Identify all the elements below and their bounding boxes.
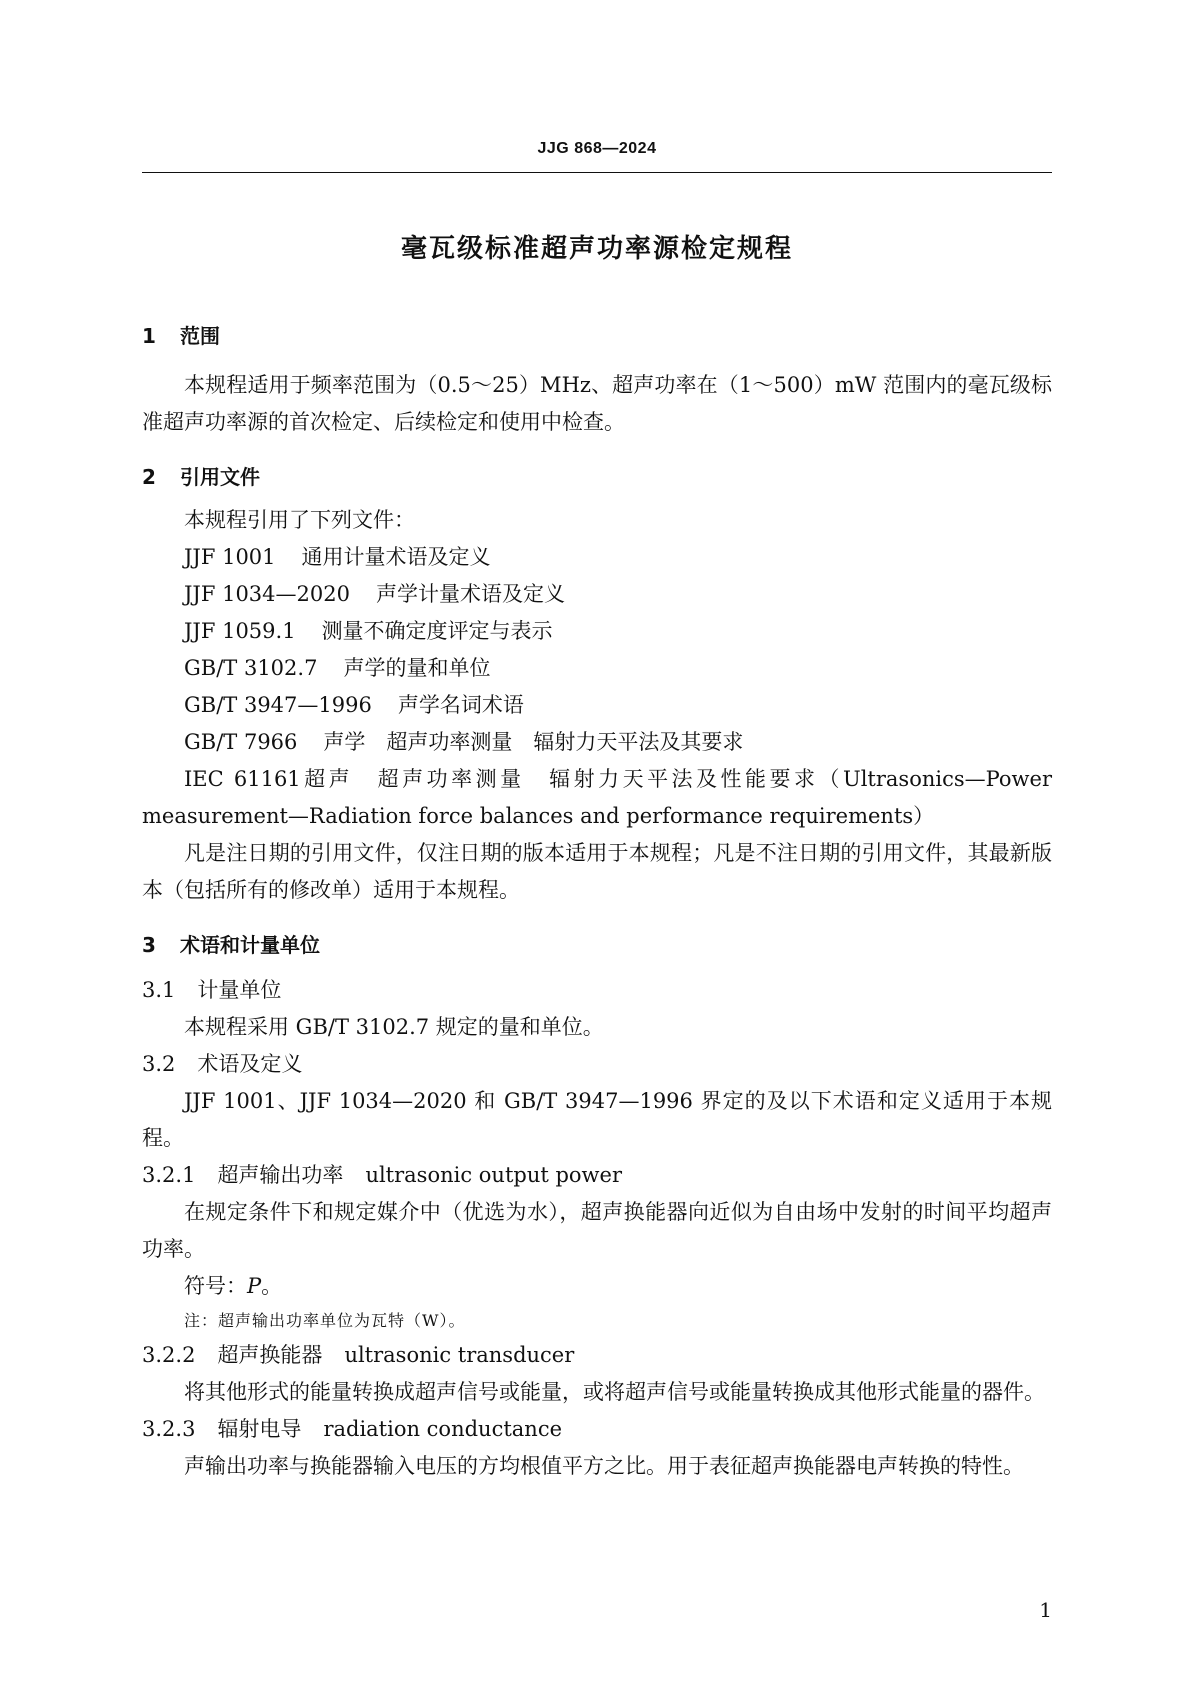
term-3-2-3-heading <box>142 1411 1052 1448</box>
term-3-2-2-heading <box>142 1337 1052 1374</box>
reference-item <box>142 539 1052 576</box>
reference-code: GB/T 7966 <box>184 730 298 754</box>
reference-code: JJF 1034—2020 <box>184 582 350 606</box>
reference-item <box>142 761 1052 835</box>
subsection-number: 3.2 <box>142 1052 176 1076</box>
term-english: ultrasonic output power <box>365 1163 622 1187</box>
subsection-3-2-heading <box>142 1046 1052 1083</box>
subsection-3-1-text: 本规程采用 GB/T 3102.7 规定的量和单位。 <box>184 1015 604 1039</box>
section-number: 2 <box>142 465 156 489</box>
references-intro: 本规程引用了下列文件： <box>184 508 415 532</box>
reference-title: 通用计量术语及定义 <box>301 545 491 569</box>
term-title: 超声输出功率 <box>217 1163 344 1187</box>
term-3-2-1-symbol <box>142 1268 1052 1305</box>
term-english: radiation conductance <box>323 1417 563 1441</box>
reference-code: GB/T 3102.7 <box>184 656 318 680</box>
reference-title: 声学名词术语 <box>397 693 524 717</box>
term-3-2-3-definition: 声输出功率与换能器输入电压的方均根值平方之比。用于表征超声换能器电声转换的特性。 <box>184 1454 1024 1478</box>
section-title: 范围 <box>180 324 220 348</box>
reference-code: JJF 1001 <box>184 545 276 569</box>
section-3-heading <box>142 927 1052 964</box>
reference-code: GB/T 3947—1996 <box>184 693 372 717</box>
standard-code-header: JJG 868—2024 <box>537 140 657 157</box>
term-title: 辐射电导 <box>217 1417 302 1441</box>
term-3-2-1-heading <box>142 1157 1052 1194</box>
term-3-2-2-definition: 将其他形式的能量转换成超声信号或能量，或将超声信号或能量转换成其他形式能量的器件。 <box>184 1380 1045 1404</box>
term-number: 3.2.2 <box>142 1343 196 1367</box>
symbol-end: 。 <box>261 1274 283 1298</box>
document-title: 毫瓦级标准超声功率源检定规程 <box>400 234 793 264</box>
term-3-2-1-note: 注：超声输出功率单位为瓦特（W）。 <box>184 1311 466 1330</box>
reference-item <box>142 576 1052 613</box>
reference-title: 声学 超声功率测量 辐射力天平法及其要求 <box>323 730 744 754</box>
term-3-2-1-definition: 在规定条件下和规定媒介中（优选为水），超声换能器向近似为自由场中发射的时间平均超声功率。 <box>142 1200 1052 1261</box>
document-body <box>142 318 1052 1485</box>
header-rule <box>142 172 1052 173</box>
term-number: 3.2.3 <box>142 1417 196 1441</box>
reference-title: 超声 超声功率测量 辐射力天平法及性能要求（Ultrasonics—Power measurement—Radiation force balances and performance requirements） <box>142 767 1052 828</box>
reference-code: IEC 61161 <box>184 767 301 791</box>
subsection-3-1-heading <box>142 972 1052 1009</box>
subsection-title: 术语及定义 <box>197 1052 303 1076</box>
subsection-3-2-text: JJF 1001、JJF 1034—2020 和 GB/T 3947—1996 界定的及以下术语和定义适用于本规程。 <box>142 1089 1052 1150</box>
reference-item <box>142 724 1052 761</box>
reference-item <box>142 613 1052 650</box>
page-number: 1 <box>1039 1598 1052 1622</box>
section-number: 3 <box>142 933 156 957</box>
reference-title: 声学计量术语及定义 <box>375 582 565 606</box>
term-number: 3.2.1 <box>142 1163 196 1187</box>
section-2-heading <box>142 459 1052 496</box>
subsection-title: 计量单位 <box>197 978 282 1002</box>
section-number: 1 <box>142 324 156 348</box>
scope-paragraph: 本规程适用于频率范围为（0.5～25）MHz、超声功率在（1～500）mW 范围内的毫瓦级标准超声功率源的首次检定、后续检定和使用中检查。 <box>142 373 1052 434</box>
reference-title: 测量不确定度评定与表示 <box>321 619 553 643</box>
reference-title: 声学的量和单位 <box>343 656 491 680</box>
term-english: ultrasonic transducer <box>344 1343 575 1367</box>
reference-item <box>142 650 1052 687</box>
subsection-number: 3.1 <box>142 978 176 1002</box>
section-title: 引用文件 <box>180 465 260 489</box>
reference-code: JJF 1059.1 <box>184 619 296 643</box>
section-1-heading <box>142 318 1052 355</box>
term-title: 超声换能器 <box>217 1343 323 1367</box>
symbol-value: P <box>247 1274 262 1298</box>
symbol-label: 符号： <box>184 1274 247 1298</box>
references-closing-paragraph: 凡是注日期的引用文件，仅注日期的版本适用于本规程；凡是不注日期的引用文件，其最新版本（包括所有的修改单）适用于本规程。 <box>142 841 1052 902</box>
section-title: 术语和计量单位 <box>180 933 320 957</box>
reference-item <box>142 687 1052 724</box>
